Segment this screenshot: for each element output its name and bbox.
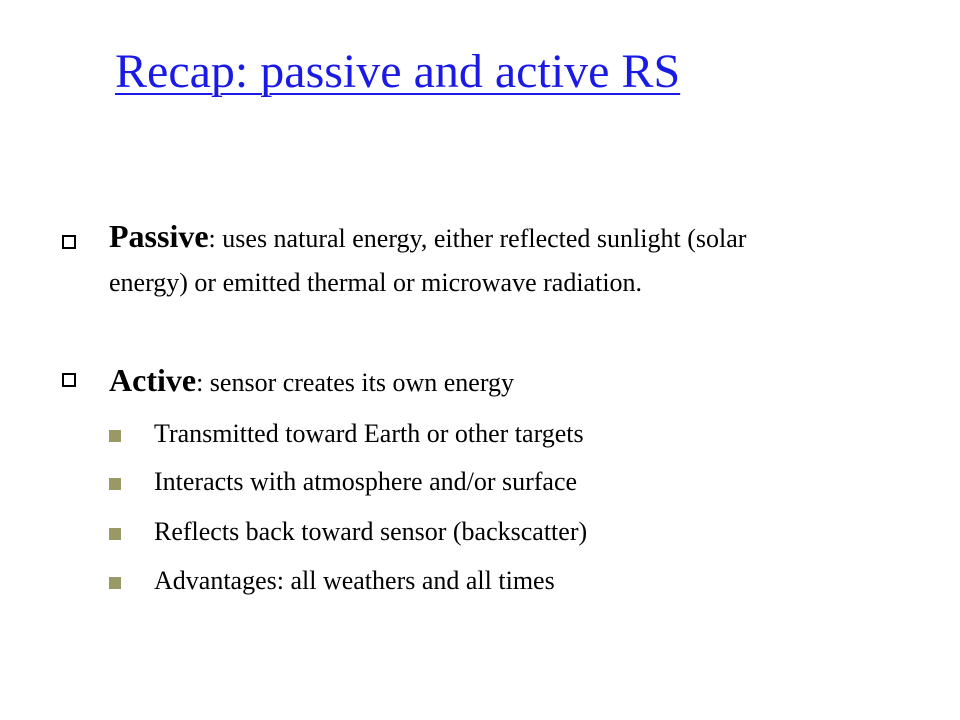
sub-bullet-item [109,462,869,502]
sub-bullet-item [109,512,869,552]
filled-square-icon [109,577,121,589]
bullet-passive-text [109,214,809,305]
bullet-description: uses natural energy, either reflected sunlight (solar energy) or emitted thermal or microwave radiation. [109,224,747,297]
bullet-active [62,358,822,402]
filled-square-icon [109,478,121,490]
sub-bullet-text: Transmitted toward Earth or other targets [154,419,584,448]
bullet-active-text [109,358,809,405]
sub-bullet-item [109,414,869,454]
sub-bullet-text: Reflects back toward sensor (backscatter) [154,517,588,546]
bullet-description: sensor creates its own energy [203,368,515,397]
bullet-passive [62,214,822,346]
filled-square-icon [109,430,121,442]
sub-bullet-item [109,561,869,601]
bullet-separator: : [196,368,204,397]
bullet-separator: : [208,224,216,253]
filled-square-icon [109,528,121,540]
bullet-term: Passive [109,218,209,254]
slide-title: Recap: passive and active RS [115,45,681,98]
sub-bullet-text: Advantages: all weathers and all times [154,566,555,595]
sub-bullet-text: Interacts with atmosphere and/or surface [154,467,578,496]
hollow-square-icon [62,235,76,249]
hollow-square-icon [62,373,76,387]
bullet-term: Active [109,362,197,398]
